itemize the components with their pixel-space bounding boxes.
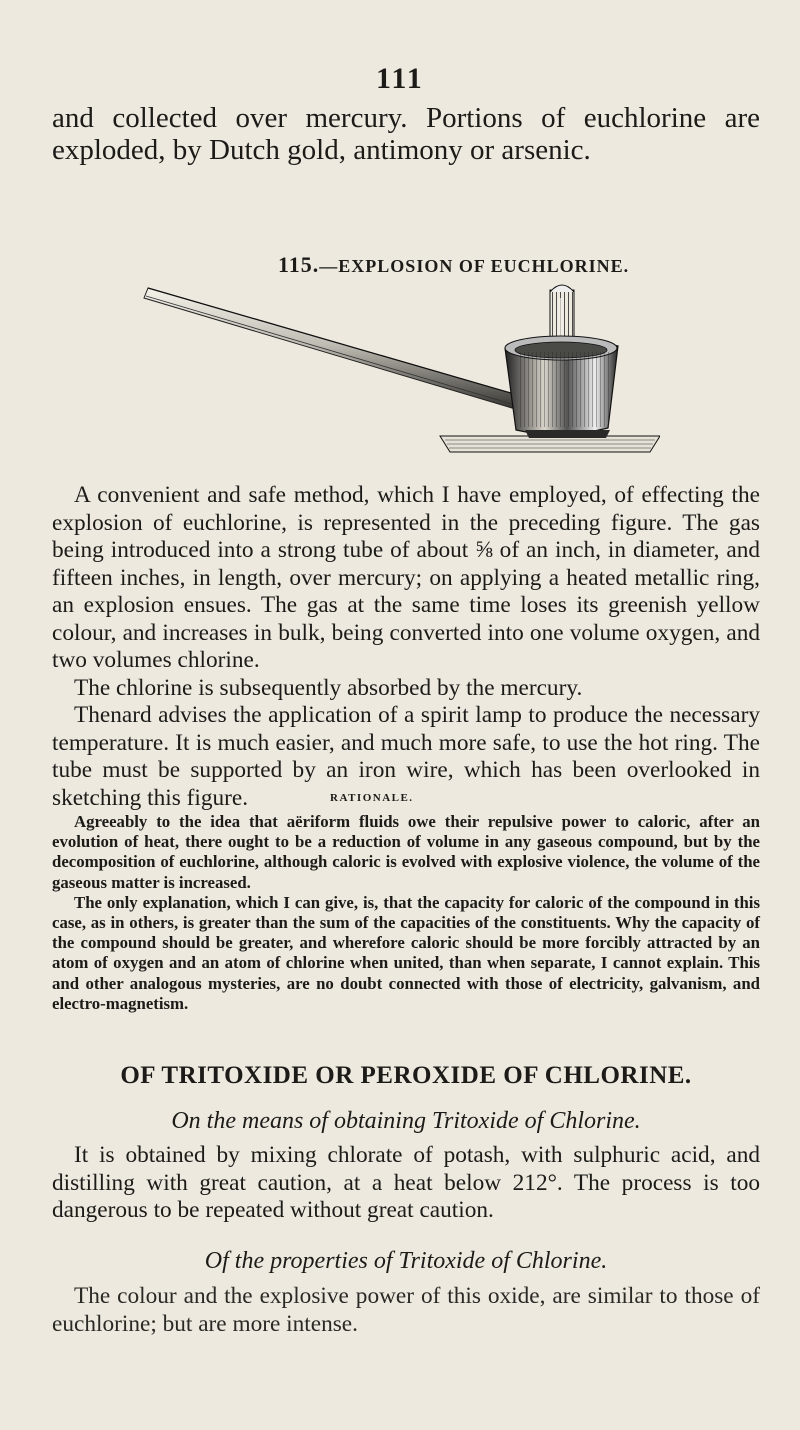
rationale-paragraph-1: Agreeably to the idea that aëriform fluids owe their repulsive power to caloric, after an evolution of heat, there ought to be a reduction of volume in any gaseous compound, but by the decomposition of euchlorine, although caloric is evolved with explosive violence, the volume of the gaseous matter is increased.: [52, 812, 760, 892]
top-paragraph: and collected over mercury. Portions of euchlorine are exploded, by Dutch gold, antimony or arsenic.: [52, 102, 760, 166]
subheading-obtaining: On the means of obtaining Tritoxide of Chlorine.: [171, 1108, 641, 1134]
page-number: 111: [376, 62, 424, 95]
section-heading: OF TRITOXIDE OR PEROXIDE OF CHLORINE.: [120, 1062, 692, 1089]
obtaining-text: [52, 1142, 760, 1225]
figure-caption: [278, 252, 629, 278]
rationale-title: RATIONALE.: [330, 792, 414, 804]
paragraph-method: A convenient and safe method, which I have employed, of effecting the explosion of euchlorine, is represented in the preceding figure. The gas being introduced into a strong tube of about ⅝ of an inch, in diameter, and fifteen inches, in length, over mercury; on applying a heated metallic ring, an explosion ensues. The gas at the same time loses its greenish yellow colour, and increases in bulk, being converted into one volume oxygen, and two volumes chlorine.: [52, 482, 760, 673]
figure-title: —EXPLOSION OF EUCHLORINE.: [319, 256, 630, 276]
description-text: [52, 482, 760, 812]
properties-text: [52, 1283, 760, 1338]
paragraph-absorption: The chlorine is subsequently absorbed by the mercury.: [74, 674, 583, 701]
figure-number: 115.: [278, 252, 320, 277]
paragraph-properties: The colour and the explosive power of this oxide, are similar to those of euchlorine; but are more intense.: [52, 1283, 760, 1337]
subheading-properties: Of the properties of Tritoxide of Chlorine.: [204, 1248, 608, 1274]
rationale-text: [52, 812, 760, 1014]
rationale-paragraph-2: The only explanation, which I can give, is, that the capacity for caloric of the compound in this case, as in others, is greater than the sum of the capacities of the constituents. Why the capacity of the compound should be greater, and wherefore caloric should be more forcibly attracted by an atom of oxygen and an atom of chlorine when united, than when separate, I cannot explain. This and other analogous mysteries, are no doubt connected with those of electricity, galvanism, and electro-magnetism.: [52, 892, 760, 1013]
paragraph-thenard: Thenard advises the application of a spirit lamp to produce the necessary temperature. It is much easier, and much more safe, to use the hot ring. The tube must be supported by an iron wire, which has been overlooked in sketching this figure.: [52, 702, 760, 811]
explosion-apparatus-illustration: [140, 280, 660, 470]
paragraph-obtaining: It is obtained by mixing chlorate of potash, with sulphuric acid, and distilling with great caution, at a heat below 212°. The process is too dangerous to be repeated without great caution.: [52, 1142, 760, 1223]
